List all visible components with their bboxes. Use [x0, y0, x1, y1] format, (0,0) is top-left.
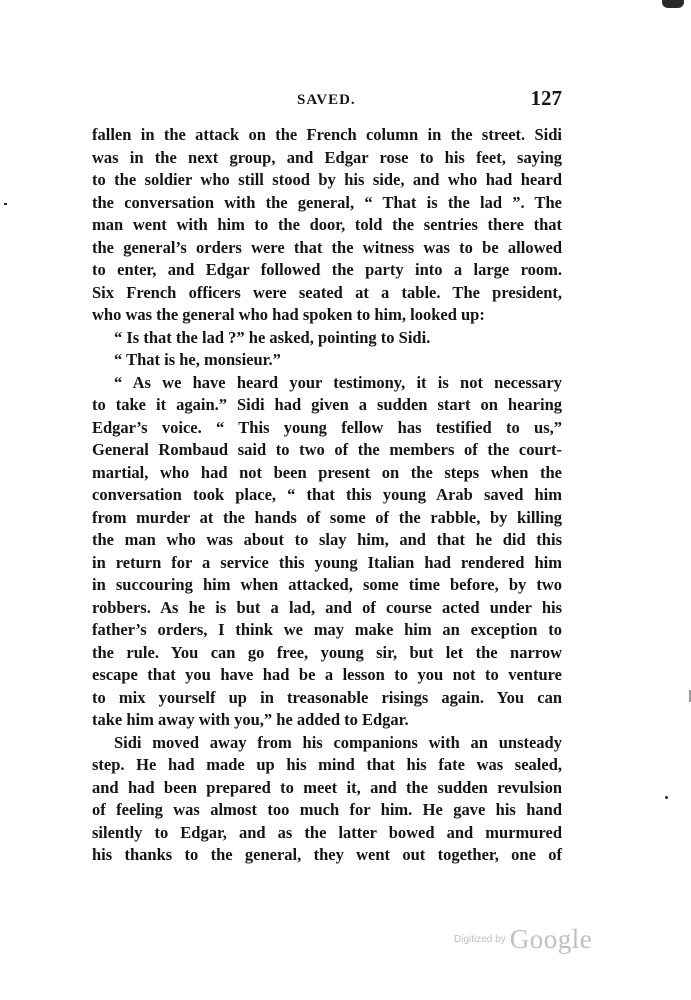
text-line: of feeling was almost too much for him. He gave his hand	[92, 800, 562, 819]
text-line: robbers. As he is but a lad, and of course acted under his	[92, 597, 562, 617]
text-line: the general’s orders were that the witness was to be allowed	[92, 237, 562, 257]
text-line: to the soldier who still stood by his side, and who had heard	[92, 170, 562, 189]
text-line: father’s orders, I think we may make him an exception to	[92, 620, 562, 639]
text-line: the conversation with the general, “ That is the lad ”. The	[92, 192, 562, 212]
scan-artifact	[665, 796, 668, 799]
text-line: fallen in the attack on the French column in the street. Sidi	[92, 125, 562, 144]
text-line: take him away with you,” he added to Edgar.	[92, 710, 409, 729]
text-line: from murder at the hands of some of the rabble, by killing	[92, 507, 562, 527]
text-line: “ Is that the lad ?” he asked, pointing to Sidi.	[114, 327, 431, 347]
watermark-prefix: Digitized by	[454, 934, 506, 945]
text-line: escape that you have had be a lesson to you not to venture	[92, 665, 562, 684]
text-line: martial, who had not been present on the steps when the	[92, 462, 562, 482]
text-line: “ That is he, monsieur.”	[114, 350, 281, 369]
text-line: to take it again.” Sidi had given a sudden start on hearing	[92, 395, 562, 414]
running-head: SAVED.	[297, 92, 356, 108]
text-line: “ As we have heard your testimony, it is not necessary	[114, 372, 562, 392]
text-line: to mix yourself up in treasonable risings again. You can	[92, 687, 562, 707]
scan-artifact	[4, 203, 7, 205]
text-line: silently to Edgar, and as the latter bowed and murmured	[92, 822, 562, 842]
google-logo: Google	[509, 924, 593, 954]
body-text	[92, 124, 562, 867]
text-line: General Rombaud said to two of the members of the court-	[92, 440, 562, 459]
text-line: the rule. You can go free, young sir, but let the narrow	[92, 642, 562, 662]
digitized-by-google-watermark	[454, 924, 592, 955]
text-line: man went with him to the door, told the sentries there that	[92, 215, 562, 234]
text-line: his thanks to the general, they went out together, one of	[92, 845, 562, 864]
text-line: conversation took place, “ that this young Arab saved him	[92, 485, 562, 504]
scan-artifact	[662, 0, 684, 8]
text-line: step. He had made up his mind that his fate was sealed,	[92, 755, 562, 774]
text-line: Six French officers were seated at a table. The president,	[92, 282, 562, 302]
text-line: and had been prepared to meet it, and the sudden revulsion	[92, 777, 562, 797]
text-line: in return for a service this young Italian had rendered him	[92, 552, 562, 572]
text-line: to enter, and Edgar followed the party into a large room.	[92, 260, 562, 279]
page-header	[92, 86, 562, 116]
text-line: Edgar’s voice. “ This young fellow has testified to us,”	[92, 417, 562, 437]
text-line: was in the next group, and Edgar rose to his feet, saying	[92, 147, 562, 167]
text-line: the man who was about to slay him, and that he did this	[92, 530, 562, 549]
text-line: Sidi moved away from his companions with an unsteady	[114, 732, 562, 752]
text-line: in succouring him when attacked, some time before, by two	[92, 575, 562, 594]
text-line: who was the general who had spoken to him, looked up:	[92, 305, 485, 324]
page-number: 127	[530, 86, 562, 110]
